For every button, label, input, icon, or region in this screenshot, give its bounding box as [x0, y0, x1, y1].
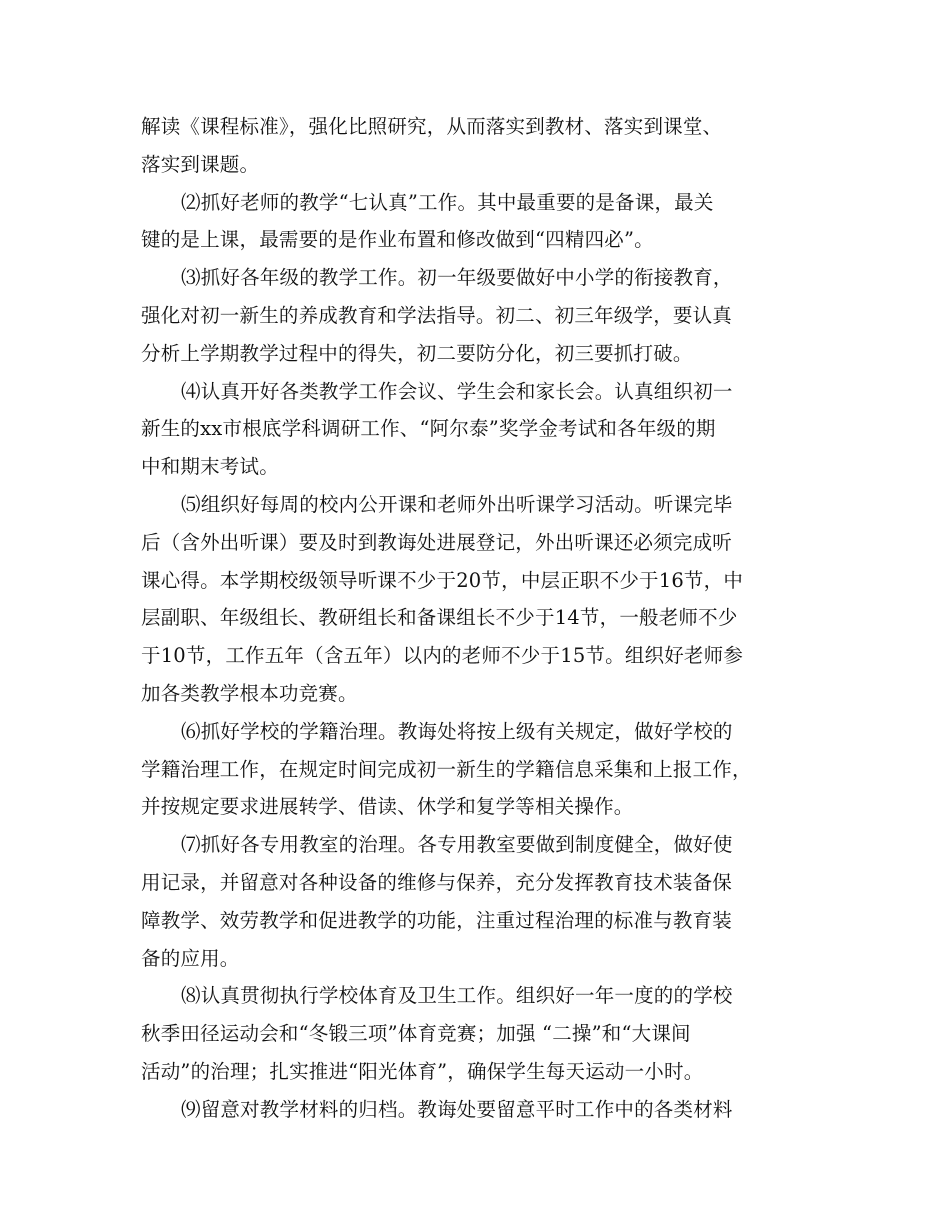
paragraph-line: 秋季田径运动会和“冬锻三项”体育竞赛；加强 “二操”和“大课间	[141, 1022, 691, 1046]
paragraph-line: 新生的xx市根底学科调研工作、“阿尔泰”奖学金考试和各年级的期	[141, 417, 716, 441]
paragraph-line: 后（含外出听课）要及时到教诲处进展登记，外出听课还必须完成听	[141, 530, 733, 554]
paragraph-first-line: ⑵抓好老师的教学“七认真”工作。其中最重要的是备课，最关	[181, 190, 714, 214]
paragraph-first-line: ⑻认真贯彻执行学校体育及卫生工作。组织好一年一度的的学校	[181, 984, 733, 1008]
paragraph-first-line: ⑼留意对教学材料的归档。教诲处要留意平时工作中的各类材料	[181, 1097, 733, 1121]
paragraph-first-line: ⑸组织好每周的校内公开课和老师外出听课学习活动。听课完毕	[181, 492, 733, 516]
paragraph-first-line: ⑹抓好学校的学籍治理。教诲处将按上级有关规定，做好学校的	[181, 719, 733, 743]
paragraph-line: 备的应用。	[141, 946, 240, 970]
paragraph-line: 中和期末考试。	[141, 455, 279, 479]
paragraph-line: 加各类教学根本功竞赛。	[141, 681, 358, 705]
document-body	[141, 108, 809, 1129]
paragraph-line: 活动”的治理；扎实推进“阳光体育”，确保学生每天运动一小时。	[141, 1059, 704, 1083]
paragraph-line: 用记录，并留意对各种设备的维修与保养，充分发挥教育技术装备保	[141, 870, 733, 894]
paragraph-line: 于10节，工作五年（含五年）以内的老师不少于15节。组织好老师参	[141, 644, 744, 668]
paragraph-line: 课心得。本学期校级领导听课不少于20节，中层正职不少于16节，中	[141, 568, 744, 592]
paragraph-line: 落实到课题。	[141, 152, 260, 176]
paragraph-line: 强化对初一新生的养成教育和学法指导。初二、初三年级学，要认真	[141, 303, 733, 327]
paragraph-line: 并按规定要求进展转学、借读、休学和复学等相关操作。	[141, 795, 634, 819]
paragraph-first-line: ⑶抓好各年级的教学工作。初一年级要做好中小学的衔接教育，	[181, 266, 733, 290]
paragraph-first-line: ⑷认真开好各类教学工作会议、学生会和家长会。认真组织初一	[181, 379, 733, 403]
paragraph-line: 分析上学期教学过程中的得失，初二要防分化，初三要抓打破。	[141, 341, 693, 365]
paragraph-line: 障教学、效劳教学和促进教学的功能，注重过程治理的标准与教育装	[141, 908, 733, 932]
paragraph-line: 解读《课程标准》，强化比照研究，从而落实到教材、落实到课堂、	[141, 115, 723, 138]
paragraph-first-line: ⑺抓好各专用教室的治理。各专用教室要做到制度健全，做好使	[181, 833, 733, 857]
paragraph-line: 层副职、年级组长、教研组长和备课组长不少于14节，一般老师不少	[141, 606, 738, 630]
paragraph-line: 键的是上课，最需要的是作业布置和修改做到“四精四必”。	[141, 228, 654, 252]
paragraph-line: 学籍治理工作，在规定时间完成初一新生的学籍信息采集和上报工作，	[141, 757, 752, 781]
